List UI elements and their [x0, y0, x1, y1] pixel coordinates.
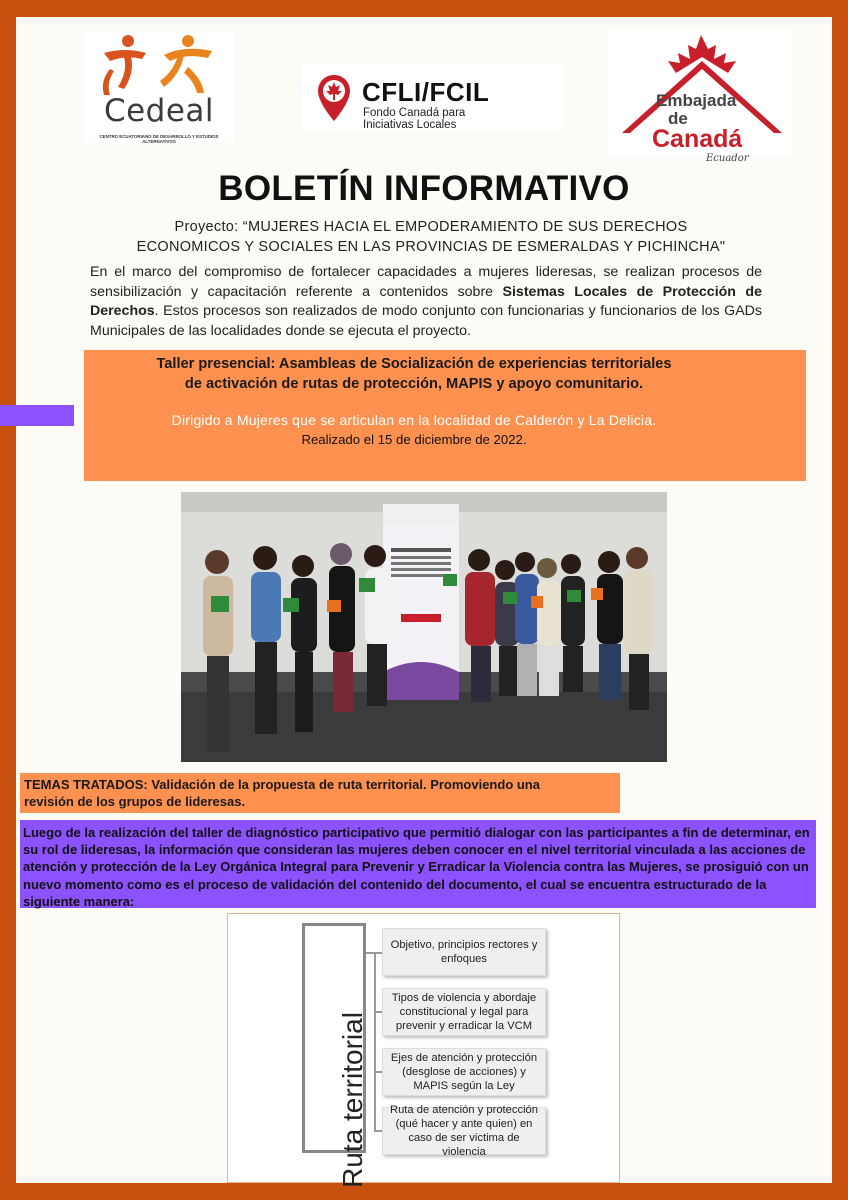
purple-accent-bar	[0, 405, 74, 426]
connector-3	[374, 1071, 382, 1073]
diagram-item-4: Ruta de atención y protección (qué hacer y ante quien) en caso de ser victima de violencia	[382, 1107, 546, 1155]
temas-line1: TEMAS TRATADOS: Validación de la propuesta de ruta territorial. Promoviendo una	[24, 777, 540, 792]
connector-2	[374, 1011, 382, 1013]
intro-bold: Sistemas Locales de Protección de Derechos	[90, 283, 762, 320]
connector-main	[366, 952, 374, 954]
embajada-line1: Embajada	[656, 91, 737, 110]
embajada-canada-logo	[608, 29, 792, 164]
cfli-subtitle-line2: Iniciativas Locales	[363, 119, 457, 131]
project-line1: Proyecto: “MUJERES HACIA EL EMPODERAMIENTO DE SUS DERECHOS	[174, 219, 688, 235]
cedeal-figures-icon	[84, 31, 234, 101]
embajada-line2: de	[668, 109, 688, 128]
cfli-name: CFLI/FCIL	[362, 77, 490, 107]
cfli-subtitle	[363, 107, 465, 131]
taller-dirigido: Dirigido a Mujeres que se articulan en la localidad de Calderón y La Delicia.	[171, 412, 657, 428]
group-photo	[181, 492, 667, 762]
diagram-item-2: Tipos de violencia y abordaje constitucional y legal para prevenir y erradicar la VCM	[382, 988, 546, 1036]
connector-1	[374, 952, 382, 954]
ruta-territorial-label: Ruta territorial	[337, 1012, 368, 1188]
taller-fecha: Realizado el 15 de diciembre de 2022.	[301, 432, 527, 447]
temas-line2: revisión de los grupos de lideresas.	[24, 794, 246, 809]
taller-box	[84, 350, 806, 481]
embajada-line4: Ecuador	[706, 153, 749, 164]
project-line2: ECONOMICOS Y SOCIALES EN LAS PROVINCIAS DE ESMERALDAS Y PICHINCHA"	[136, 239, 726, 255]
temas-tratados	[20, 773, 620, 813]
taller-title-line1: Taller presencial: Asambleas de Socialización de experiencias territoriales	[156, 356, 672, 372]
maple-leaf-roof-icon	[616, 33, 786, 133]
taller-title-line2: de activación de rutas de protección, MAPIS y apoyo comunitario.	[184, 376, 644, 392]
intro-paragraph	[90, 263, 762, 341]
cedeal-subtitle: CENTRO ECUATORIANO DE DESARROLLO Y ESTUDIOS ALTERNATIVOS	[99, 134, 219, 144]
intro-part1: En el marco del compromiso de fortalecer capacidades a mujeres lideresas, se realizan procesos de sensibilización y capacitación referente a contenidos sobre	[90, 264, 762, 300]
intro-part2: . Estos procesos son realizados de modo conjunto con funcionarias y funcionarios de los GADs Municipales de las localidades donde se ejecuta el proyecto.	[90, 303, 762, 339]
project-name	[96, 217, 766, 257]
cedeal-name: Cedeal	[103, 93, 215, 129]
connector-spine	[374, 952, 376, 1130]
descripcion-paragraph: Luego de la realización del taller de diagnóstico participativo que permitió dialogar con las participantes a fin de determinar, en su rol de lideresas, la información que consideran las mujeres deben conocer en el nivel territorial vinculada a las acciones de atención y protección de la Ley Orgánica Integral para Prevenir y Erradicar la Violencia contra las Mujeres, se prosiguió con un nuevo momento como es el proceso de validación del contenido del documento, el cual se encuentra estructurado de la siguiente manera:	[20, 820, 816, 908]
group-photo-illustration	[181, 492, 667, 762]
bulletin-page	[16, 17, 832, 1188]
cedeal-logo	[84, 31, 234, 143]
cfli-logo	[302, 63, 564, 131]
embajada-line3: Canadá	[652, 125, 743, 153]
cfli-subtitle-line1: Fondo Canadá para	[363, 107, 466, 119]
connector-4	[374, 1130, 382, 1132]
diagram-item-3: Ejes de atención y protección (desglose de acciones) y MAPIS según la Ley	[382, 1048, 546, 1096]
diagram-item-1: Objetivo, principios rectores y enfoques	[382, 928, 546, 976]
bulletin-title: BOLETÍN INFORMATIVO	[218, 169, 630, 208]
ruta-territorial-diagram	[227, 913, 620, 1188]
taller-title	[84, 354, 744, 394]
ruta-territorial-frame	[302, 923, 368, 1188]
map-pin-maple-icon	[316, 73, 352, 123]
